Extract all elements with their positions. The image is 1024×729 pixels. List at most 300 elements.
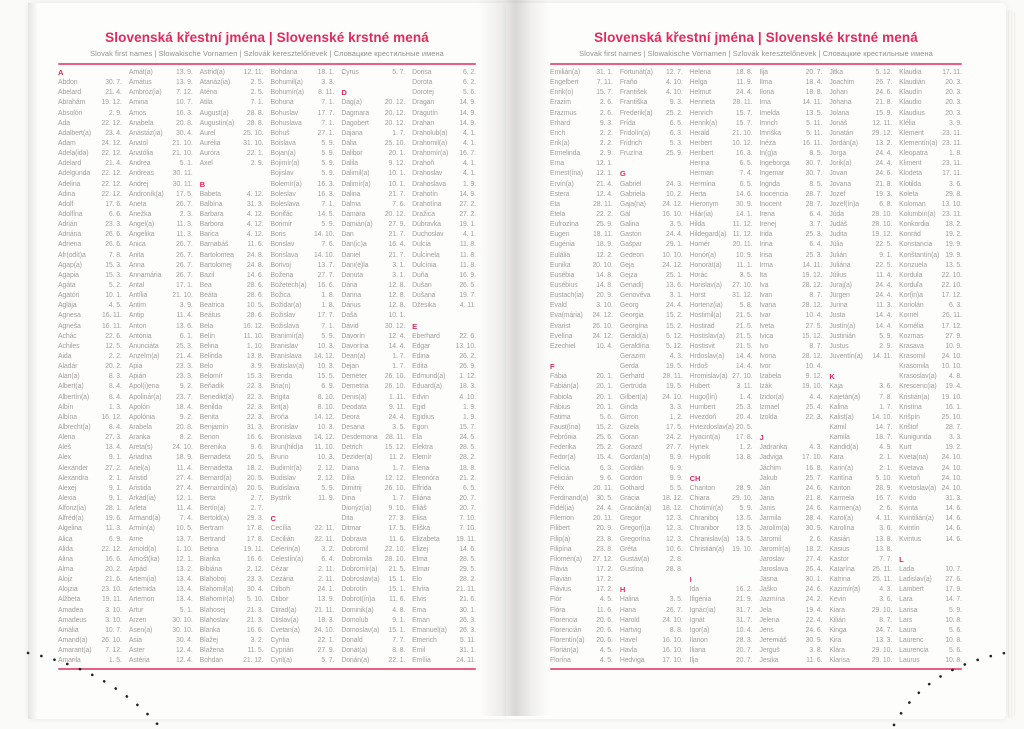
name-label: Belomír [199,373,223,381]
name-entry [550,554,613,564]
nameday-date: 27. 1. [317,129,335,137]
name-label: Homér [689,241,710,249]
nameday-date: 17. 2. [596,576,613,584]
nameday-date: 28. 6. [246,312,264,320]
name-entry [690,544,753,554]
nameday-date: 3. 9. [949,119,962,127]
nameday-date: 26. 7. [666,606,683,614]
nameday-date: 10. 7. [176,99,193,107]
name-entry [270,351,334,361]
nameday-date: 23. 3. [176,363,193,371]
nameday-date: 8. 2. [179,434,193,442]
blank-row [550,351,613,361]
name-entry [550,88,613,98]
name-label: Eufrozína [550,221,579,229]
nameday-date: 27. 2. [105,464,122,472]
nameday-date: 22. 3. [805,413,823,421]
name-label: Blažej [199,636,218,644]
name-label: Bonifác [270,211,293,219]
nameday-date: 12. 4. [388,332,406,340]
name-entry [270,585,334,595]
name-entry [270,453,334,463]
name-label: Ctislav(a) [270,616,299,624]
nameday-date: 6. 5. [739,160,753,168]
name-entry [412,514,476,524]
name-label: Anna [128,261,145,269]
name-label: Anastáz(ia) [128,129,163,137]
name-entry [200,149,264,159]
name-entry [620,280,683,290]
name-label: Girron [619,413,639,421]
nameday-date: 2. 6. [809,535,823,543]
nameday-date: 19. 11. [456,535,476,543]
name-entry [899,625,962,635]
name-entry [690,362,753,372]
name-entry [341,169,405,179]
nameday-date: 3. 2. [321,545,335,553]
name-label: Anton [128,322,147,330]
name-entry [341,402,405,412]
nameday-date: 18. 12. [662,494,683,502]
name-entry [58,534,122,544]
name-label: Lambert [899,586,924,594]
name-label: Bria(n) [270,383,291,391]
name-entry [829,138,892,148]
name-label: Gál [619,211,631,219]
nameday-date: 3. 3. [321,79,335,87]
name-label: Benita [199,413,219,421]
nameday-date: 14. 11. [802,261,823,269]
nameday-date: 14. 10. [871,413,893,421]
name-entry [829,564,892,574]
nameday-date: 15. 2. [596,423,613,431]
name-label: Klaudio [899,99,922,107]
name-entry [690,402,753,412]
nameday-date: 5. 10. [246,596,264,604]
name-entry [412,362,476,372]
name-entry [899,524,962,534]
blank-row [759,422,822,432]
name-entry [341,463,405,473]
name-entry [129,564,193,574]
name-entry [759,524,822,534]
name-label: Kliment [899,160,922,168]
name-label: Izák [759,383,772,391]
name-label: Eugénia [550,241,575,249]
name-entry [58,575,122,585]
name-entry [550,301,613,311]
name-label: Fridolín(a) [619,129,651,137]
nameday-date: 9. 12. [388,160,406,168]
name-label: Eliána [412,494,431,502]
nameday-date: 22. 1. [388,657,406,665]
name-label: Filibert [550,525,570,533]
header-rule [550,63,962,65]
name-label: Justus [829,342,849,350]
page-subtitle: Slovak first names | Slowakische Vornamen | Szlovák keresztelőnevek | Словацкие крестильные имена [579,48,933,58]
nameday-date: 12. 11. [243,69,264,77]
nameday-date: 27. 9. [388,221,406,229]
name-entry [58,554,122,564]
name-entry [200,615,264,625]
nameday-date: 25. 3. [176,342,193,350]
nameday-date: 14. 5. [317,211,335,219]
nameday-date: 12. 11. [872,119,893,127]
name-label: Jaromil [759,535,781,543]
nameday-date: 24. 10. [941,353,962,360]
name-entry [270,301,334,311]
name-entry [829,433,892,443]
nameday-date: 26. 7. [176,200,193,208]
name-label: Gabriel [619,180,642,188]
nameday-date: 5. 12. [666,332,683,340]
name-label: Dalimír(a) [341,180,371,188]
name-entry [759,585,822,595]
name-entry [759,595,822,605]
name-label: Chraniboj [689,515,719,523]
name-entry [690,595,753,605]
nameday-date: 16. 6. [105,555,122,563]
name-entry [129,544,193,554]
nameday-date: 13. 10. [455,342,476,350]
nameday-date: 3. 9. [250,363,264,371]
name-label: Asen(a) [128,626,153,634]
name-entry [58,412,122,422]
nameday-date: 28. 8. [666,565,683,573]
name-entry [829,554,892,564]
name-entry [899,575,962,585]
name-entry [620,351,683,361]
section-letter: J [759,433,764,443]
nameday-date: 13. 4. [176,576,193,584]
nameday-date: 16. 4. [388,241,406,249]
nameday-date: 11. 12. [732,221,753,229]
nameday-date: 2. 9. [599,150,613,158]
name-entry [550,98,613,108]
name-entry [759,280,822,290]
name-entry [341,331,405,341]
name-entry [550,230,613,240]
nameday-date: 14. 4. [875,312,893,320]
nameday-date: 23. 10. [101,586,122,594]
nameday-date: 12. 8. [388,302,406,310]
name-label: Genadij [619,282,643,290]
nameday-date: 10. 8. [945,616,962,624]
nameday-date: 30. 11. [172,170,193,178]
nameday-date: 20. 5. [246,454,264,462]
name-label: Henrik(a) [689,119,718,127]
name-entry [412,422,476,432]
nameday-date: 11. 3. [876,302,893,310]
name-entry [341,372,405,382]
nameday-date: 13. 4. [105,444,122,452]
name-entry [200,321,264,331]
nameday-date: 6. 1. [179,332,193,340]
name-entry [341,595,405,605]
name-entry [129,301,193,311]
name-entry [412,270,476,280]
name-label: Estera [550,190,570,198]
footer-rule [550,668,962,670]
name-entry [899,635,962,645]
nameday-date: 7. 1. [250,99,264,107]
name-entry [829,635,892,645]
name-entry [341,311,405,321]
name-label: Flávius [550,586,572,594]
name-entry [58,240,122,250]
name-entry [270,189,334,199]
name-label: Dobroslav(a) [341,576,380,584]
name-entry [759,159,822,169]
name-entry [129,311,193,321]
name-label: Heribert [689,150,714,158]
name-entry [829,128,892,138]
name-label: Amadea [58,606,84,614]
name-label: Jozef [829,190,846,198]
name-entry [690,453,753,463]
name-label: Beátus [199,312,221,320]
name-entry [899,199,962,209]
name-label: Desdemona [341,434,378,442]
name-label: Dobromil [341,545,369,553]
name-label: Irenej [759,221,777,229]
name-label: Elena [412,464,430,472]
nameday-date: 24. 6. [805,484,823,492]
name-entry [129,554,193,564]
name-label: Elo [412,576,422,584]
name-label: Kvetava [899,464,924,472]
name-label: Fabiola [550,393,572,401]
nameday-date: 12. 1. [176,555,193,563]
nameday-date: 3. 6. [879,383,893,391]
name-entry [899,240,962,250]
nameday-date: 24. 12. [101,140,122,148]
nameday-date: 28. 6. [246,282,264,290]
name-entry [412,382,476,392]
name-entry [412,493,476,503]
name-entry [899,341,962,351]
name-entry [550,544,613,554]
name-entry [200,605,264,615]
name-label: Kvído [899,494,917,502]
nameday-date: 31. 12. [732,292,753,300]
name-entry [899,595,962,605]
nameday-date: 6. 4. [321,555,335,563]
nameday-date: 11. 5. [247,647,264,655]
nameday-date: 11. 6. [389,596,406,604]
nameday-date: 17. 5. [666,423,683,431]
name-entry [129,483,193,493]
name-label: Erazim [550,99,571,107]
nameday-date: 18. 3. [317,616,335,624]
name-label: Iveta [759,322,774,330]
nameday-date: 21. 9. [735,596,753,604]
name-label: Božica [270,292,291,300]
name-label: Emanuel(a) [412,626,447,634]
name-label: Ján [759,484,771,492]
name-label: Daniel [341,251,361,259]
nameday-date: 2. 7. [250,505,264,513]
nameday-date: 14. 6. [945,505,962,513]
name-label: In(g)a [759,150,777,158]
nameday-date: 15. 3. [246,373,264,381]
name-entry [341,250,405,260]
nameday-date: 7. 11. [596,79,613,87]
name-entry [550,382,613,392]
name-label: Filipína [550,545,572,553]
name-label: Dobromír(a) [341,565,378,573]
nameday-date: 13. 10. [941,200,962,208]
nameday-date: 27. 2. [459,211,476,219]
name-label: Adina [58,190,76,198]
nameday-date: 4. 3. [669,353,683,360]
name-entry [899,412,962,422]
nameday-date: 2. 2. [599,140,613,148]
name-entry [270,169,334,179]
name-entry [550,149,613,159]
name-entry [899,504,962,514]
name-label: Elemír [412,454,432,462]
name-entry [759,118,822,128]
name-label: Kordula [899,271,923,279]
name-label: Gorazd [619,444,642,452]
nameday-date: 16. 3. [176,109,193,117]
name-entry [341,159,405,169]
name-entry [129,534,193,544]
name-label: Igor(a) [689,626,710,634]
nameday-date: 6. 9. [108,535,122,543]
name-label: Herina [689,160,710,168]
name-entry [620,453,683,463]
name-label: Elizabeta [412,535,440,543]
name-entry [690,351,753,361]
name-entry [412,646,476,656]
nameday-date: 13. 5. [805,109,823,117]
nameday-date: 13. 4. [176,596,193,604]
name-label: Branislava [270,353,302,360]
name-label: Donát(a) [341,647,368,655]
name-entry [270,656,334,666]
nameday-date: 21. 10. [172,140,193,148]
name-label: Brit(a) [270,403,289,411]
name-label: Kajetán(a) [829,393,861,401]
nameday-date: 19. 12. [871,231,893,239]
name-entry [58,422,122,432]
nameday-date: 8. 4. [108,423,122,431]
nameday-date: 11. 6. [389,535,406,543]
nameday-date: 10. 7. [105,626,122,634]
nameday-date: 4. 12. [246,211,264,219]
nameday-date: 11. 8. [459,261,476,269]
name-entry [620,250,683,260]
name-entry [620,554,683,564]
nameday-date: 28. 5. [459,555,476,563]
name-entry [200,260,264,270]
name-label: Eusébia [550,271,575,279]
nameday-date: 3. 5. [392,423,406,431]
name-entry [200,433,264,443]
name-entry [58,250,122,260]
name-label: Georgína [619,322,648,330]
name-label: Irena [759,211,775,219]
name-entry [58,605,122,615]
name-entry [759,646,822,656]
name-entry [690,98,753,108]
nameday-date: 8. 7. [809,342,823,350]
nameday-date: 6. 3. [949,302,962,310]
name-label: Demetria [341,383,369,391]
nameday-date: 10. 1. [388,312,406,320]
name-entry [550,656,613,666]
nameday-date: 21. 8. [875,99,893,107]
nameday-date: 11. 3. [105,525,122,533]
name-entry [200,280,264,290]
name-label: Elisa [412,515,427,523]
header-rule [58,63,476,65]
name-entry [829,78,892,88]
name-entry [341,524,405,534]
name-entry [690,138,753,148]
name-entry [200,625,264,635]
name-entry [270,625,334,635]
name-entry [412,554,476,564]
name-entry [412,443,476,453]
nameday-date: 7. 8. [108,251,122,259]
name-label: Fortunát(a) [619,69,653,77]
nameday-date: 14. 9. [459,119,476,127]
name-label: Elizej [412,545,429,553]
nameday-date: 20. 7. [459,505,476,513]
name-label: Drahoň [412,160,435,168]
name-entry [341,362,405,372]
name-entry [129,635,193,645]
name-entry [550,270,613,280]
nameday-date: 19. 9. [945,241,962,249]
name-label: Armín(a) [128,525,155,533]
name-entry [341,514,405,524]
name-entry [759,402,822,412]
nameday-date: 27. 4. [805,555,823,563]
nameday-date: 7. 8. [879,393,893,401]
name-label: Chranislav(a) [689,535,730,543]
name-entry [829,209,892,219]
name-label: Agatón [58,292,80,300]
nameday-date: 13. 6. [666,282,683,290]
name-entry [200,240,264,250]
nameday-date: 20. 1. [596,393,613,401]
nameday-date: 24. 6. [875,89,893,97]
name-label: Cecilián [270,535,295,543]
nameday-date: 15. 1. [388,626,406,634]
name-label: Eva(mária) [550,312,583,320]
name-label: Klaudia [899,69,922,77]
name-label: Arnold(a) [128,545,157,553]
name-entry [129,88,193,98]
name-entry [690,656,753,666]
nameday-date: 26. 5. [459,282,476,290]
name-entry [690,483,753,493]
name-entry [200,68,264,78]
nameday-date: 3. 11. [736,383,753,391]
nameday-date: 22. 10. [941,282,962,290]
nameday-date: 27. 7. [666,444,683,452]
nameday-date: 4. 12. [246,231,264,239]
name-label: Blahomír(a) [199,596,235,604]
name-label: Gothard [619,484,645,492]
nameday-date: 4. 12. [246,221,264,229]
nameday-date: 28. 11. [385,434,406,442]
name-label: Bea [199,282,212,290]
